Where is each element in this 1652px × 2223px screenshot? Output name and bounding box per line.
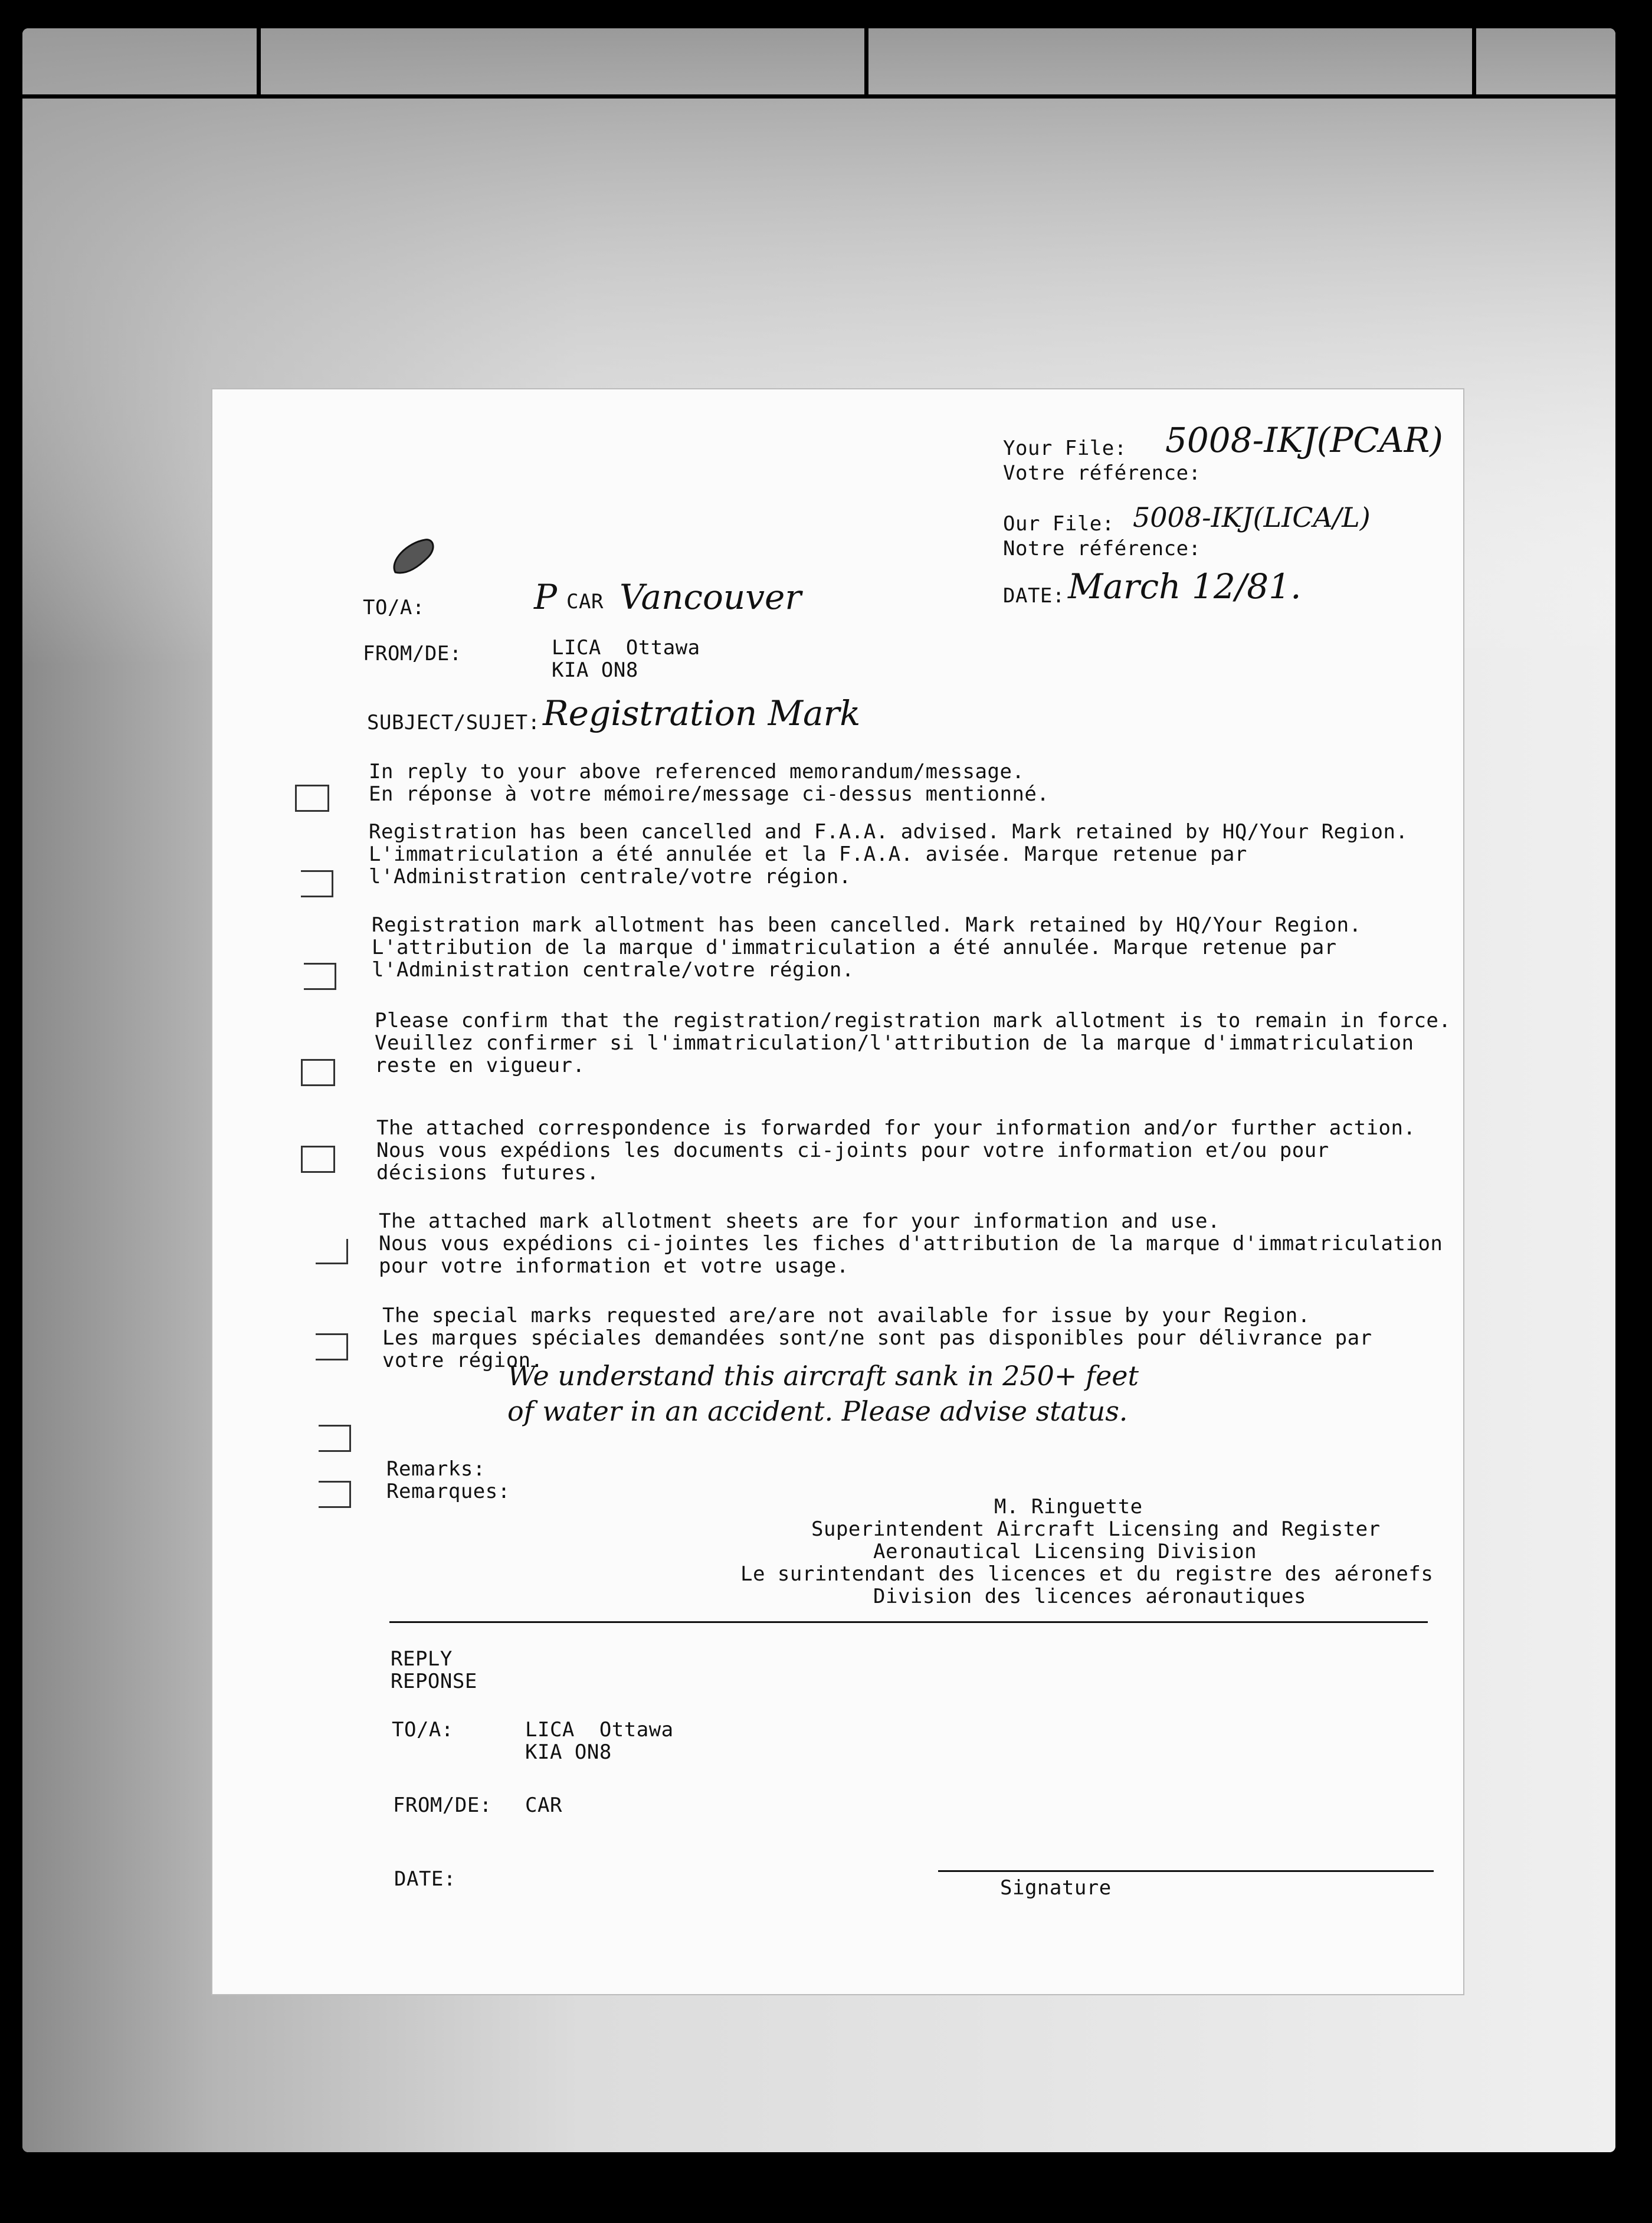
signatory-title2: Aeronautical Licensing Division — [873, 1540, 1257, 1563]
from-line2: KIA ON8 — [552, 658, 638, 682]
option-1-line3: l'Administration centrale/votre région. — [369, 865, 851, 888]
option-5-line2: Nous vous expédions ci-jointes les fiches d'attribution de la marque d'immatriculation — [379, 1232, 1443, 1255]
option-4-line3: décisions futures. — [376, 1161, 599, 1185]
reply-separator — [389, 1621, 1428, 1623]
frame-divider-5 — [864, 2156, 868, 2223]
subject-label: SUBJECT/SUJET: — [367, 711, 540, 735]
votre-reference-label: Votre référence: — [1003, 461, 1201, 485]
signatory-title4: Division des licences aéronautiques — [873, 1585, 1306, 1608]
ink-stamp-icon — [384, 531, 442, 584]
date-label: DATE: — [1003, 584, 1065, 608]
frame-divider-4 — [257, 2156, 261, 2223]
checkbox-option-4[interactable] — [301, 1146, 335, 1173]
option-6-line1: The special marks requested are/are not available for issue by your Region. — [382, 1304, 1310, 1327]
remarques-label: Remarques: — [386, 1480, 510, 1503]
handwritten-note-line1: We understand this aircraft sank in 250+ feet — [507, 1360, 1139, 1392]
from-line1: LICA Ottawa — [552, 636, 700, 660]
frame-divider-6 — [1472, 2156, 1476, 2223]
signatory-title3: Le surintendant des licences et du registre des aéronefs — [740, 1562, 1434, 1586]
from-label: FROM/DE: — [363, 642, 462, 665]
reply-from-value: CAR — [525, 1794, 562, 1817]
frame-divider-2 — [864, 28, 868, 96]
notre-reference-label: Notre référence: — [1003, 537, 1201, 560]
reply-to-label: TO/A: — [392, 1718, 454, 1742]
reply-date-label: DATE: — [394, 1867, 456, 1891]
handwritten-note-line2: of water in an accident. Please advise status. — [507, 1395, 1128, 1427]
option-2-line1: Registration mark allotment has been cancelled. Mark retained by HQ/Your Region. — [372, 913, 1362, 937]
option-4-line1: The attached correspondence is forwarded for your information and/or further action. — [376, 1116, 1416, 1140]
option-1-line1: Registration has been cancelled and F.A.A. advised. Mark retained by HQ/Your Region. — [369, 820, 1408, 844]
reply-to-line2: KIA ON8 — [525, 1740, 612, 1764]
your-file-label: Your File: — [1003, 437, 1127, 460]
your-file-value: 5008-IKJ(PCAR) — [1165, 420, 1443, 460]
signature-line[interactable] — [938, 1870, 1434, 1872]
to-printed: CAR — [566, 590, 604, 614]
option-3-line2: Veuillez confirmer si l'immatriculation/l'attribution de la marque d'immatriculation — [375, 1031, 1414, 1055]
subject-value: Registration Mark — [543, 693, 861, 733]
frame-divider-3 — [1472, 28, 1476, 96]
intro-line1: In reply to your above referenced memorandum/message. — [369, 760, 1025, 783]
our-file-label: Our File: — [1003, 512, 1115, 536]
checkbox-option-2[interactable] — [304, 963, 336, 990]
checkbox-option-6[interactable] — [316, 1333, 348, 1360]
memo-form — [212, 389, 1463, 1994]
option-4-line2: Nous vous expédions les documents ci-joints pour votre information et/ou pour — [376, 1139, 1329, 1162]
to-handwritten-prefix: P — [534, 577, 558, 617]
signatory-name: M. Ringuette — [994, 1495, 1143, 1519]
option-2-line3: l'Administration centrale/votre région. — [372, 958, 854, 982]
reply-label: REPLY — [391, 1647, 453, 1671]
frame-top-rule — [22, 94, 1615, 99]
checkbox-remarks-2[interactable] — [319, 1481, 351, 1508]
checkbox-option-1[interactable] — [301, 870, 333, 897]
our-file-value: 5008-IKJ(LICA/L) — [1133, 501, 1371, 533]
option-5-line1: The attached mark allotment sheets are for your information and use. — [379, 1209, 1220, 1233]
option-6-line3: votre région. — [382, 1349, 543, 1372]
signatory-title1: Superintendent Aircraft Licensing and Register — [811, 1517, 1381, 1541]
signature-label: Signature — [1000, 1876, 1112, 1900]
option-1-line2: L'immatriculation a été annulée et la F.A.A. avisée. Marque retenue par — [369, 842, 1247, 866]
to-handwritten-suffix: Vancouver — [620, 577, 802, 617]
checkbox-option-5[interactable] — [316, 1239, 348, 1264]
option-3-line3: reste en vigueur. — [375, 1054, 585, 1077]
option-5-line3: pour votre information et votre usage. — [379, 1254, 849, 1278]
intro-line2: En réponse à votre mémoire/message ci-dessus mentionné. — [369, 782, 1050, 806]
option-6-line2: Les marques spéciales demandées sont/ne sont pas disponibles pour délivrance par — [382, 1326, 1372, 1350]
checkbox-acknowledge[interactable] — [295, 785, 329, 812]
checkbox-remarks-1[interactable] — [319, 1425, 351, 1452]
frame-divider-1 — [257, 28, 261, 96]
reponse-label: REPONSE — [391, 1670, 477, 1693]
frame-bottom-rule — [22, 2156, 1615, 2160]
date-value: March 12/81. — [1068, 566, 1302, 606]
checkbox-option-3[interactable] — [301, 1059, 335, 1086]
reply-to-line1: LICA Ottawa — [525, 1718, 674, 1742]
option-2-line2: L'attribution de la marque d'immatriculation a été annulée. Marque retenue par — [372, 936, 1337, 959]
reply-from-label: FROM/DE: — [393, 1794, 492, 1817]
to-label: TO/A: — [363, 596, 425, 619]
option-3-line1: Please confirm that the registration/registration mark allotment is to remain in force. — [375, 1009, 1451, 1032]
remarks-label: Remarks: — [386, 1457, 486, 1481]
